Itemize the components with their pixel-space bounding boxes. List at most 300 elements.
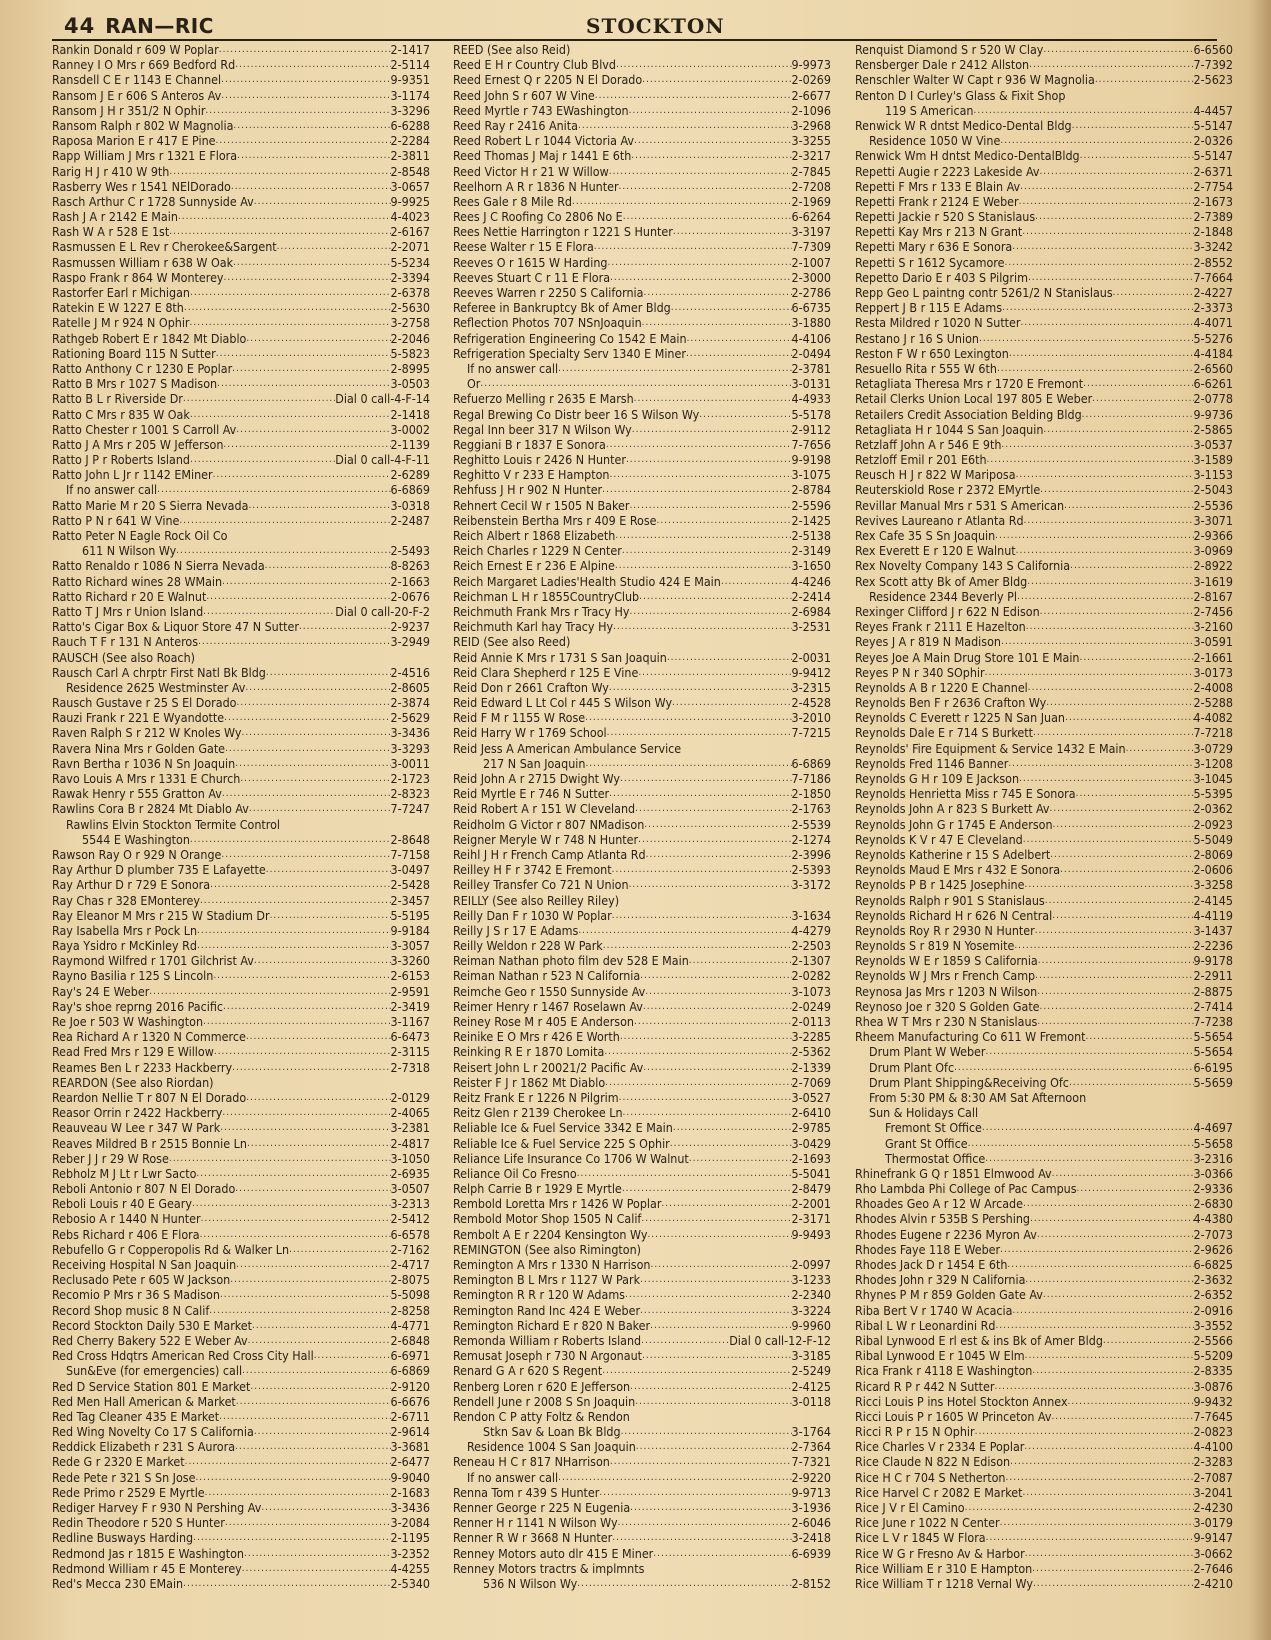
listing-entry xyxy=(52,270,430,285)
phone-number: 3-3258 xyxy=(1193,877,1233,893)
listing-entry xyxy=(453,1257,831,1272)
listing-name: Ricci Louis P r 1605 W Princeton Av xyxy=(855,1408,1052,1424)
phone-number: 2-9220 xyxy=(791,1469,831,1485)
phone-number: 2-5362 xyxy=(791,1044,831,1060)
phone-number: 2-4717 xyxy=(390,1257,430,1272)
listing-name: Redmond Jas r 1815 E Washington xyxy=(52,1545,244,1561)
phone-number: 2-5536 xyxy=(1193,497,1233,513)
phone-number: 2-2001 xyxy=(791,1196,831,1212)
listing-entry xyxy=(855,1485,1233,1500)
listing-name: Reynolds Ben F r 2636 Crafton Wy xyxy=(855,695,1047,711)
leader-dots xyxy=(223,437,390,452)
listing-name: Reiney Rose M r 405 E Anderson xyxy=(453,1014,634,1029)
listing-entry xyxy=(52,695,430,710)
listing-entry xyxy=(855,1166,1233,1181)
leader-dots xyxy=(1025,1546,1194,1561)
listing-entry xyxy=(453,528,831,543)
listing-entry xyxy=(52,1439,430,1454)
listing-entry xyxy=(453,133,831,148)
phone-number: 2-8784 xyxy=(791,482,831,498)
listing-entry xyxy=(52,543,430,558)
leader-dots xyxy=(1025,1348,1194,1363)
phone-number: 3-3242 xyxy=(1193,239,1233,255)
phone-number: 3-0729 xyxy=(1193,740,1233,756)
phone-number: 2-7069 xyxy=(791,1074,831,1090)
leader-dots xyxy=(210,877,390,892)
listing-entry xyxy=(855,999,1233,1014)
phone-number: 2-4065 xyxy=(390,1105,430,1121)
listing-entry xyxy=(453,331,831,346)
phone-number: 3-0537 xyxy=(1193,436,1233,452)
leader-dots xyxy=(640,968,791,983)
phone-number: 2-6046 xyxy=(791,1515,831,1531)
leader-dots xyxy=(558,361,791,376)
leader-dots xyxy=(1051,1409,1193,1424)
listing-entry xyxy=(453,741,831,756)
page-edge-shadow xyxy=(1249,0,1271,1640)
leader-dots xyxy=(240,771,390,786)
listing-name: Red D Service Station 801 E Market xyxy=(52,1378,251,1394)
phone-number: 2-3419 xyxy=(390,998,430,1014)
listing-entry xyxy=(52,1470,430,1485)
leader-dots xyxy=(606,437,792,452)
listing-entry xyxy=(52,832,430,847)
listing-entry xyxy=(52,391,430,406)
leader-dots xyxy=(635,1394,791,1409)
listing-entry xyxy=(52,1348,430,1363)
listing-name: Ransom J H r 351/2 N Ophir xyxy=(52,102,206,118)
listing-entry xyxy=(453,164,831,179)
listing-entry xyxy=(855,300,1233,315)
leader-dots xyxy=(640,1303,791,1318)
listing-entry xyxy=(855,1500,1233,1515)
phone-number: 2-3996 xyxy=(791,846,831,862)
phone-number: 3-3197 xyxy=(791,224,831,240)
listing-name: Reynolds John A r 823 S Burkett Av xyxy=(855,801,1050,817)
listing-entry xyxy=(453,604,831,619)
phone-number: 3-2010 xyxy=(791,710,831,726)
listing-name: Reghitto Louis r 2426 N Hunter xyxy=(453,452,626,468)
listing-name: Remington R R r 120 W Adams xyxy=(453,1287,625,1303)
listing-entry xyxy=(855,103,1233,118)
listing-entry xyxy=(453,756,831,771)
listing-name: Rendon C P atty Foltz & Rendon xyxy=(453,1408,630,1424)
phone-number: 6-6869 xyxy=(791,755,831,771)
listing-entry xyxy=(453,1181,831,1196)
phone-number: 2-1969 xyxy=(791,193,831,209)
listing-entry xyxy=(855,984,1233,999)
listing-name: Ratto C Mrs r 835 W Oak xyxy=(52,406,190,422)
phone-number: 2-5596 xyxy=(791,497,831,513)
leader-dots xyxy=(235,756,390,771)
phone-number: 2-3811 xyxy=(390,148,430,164)
listing-entry xyxy=(453,817,831,832)
guide-words: RAN—RIC xyxy=(105,14,214,38)
listing-name: Reichmuth Frank Mrs r Tracy Hy xyxy=(453,603,630,619)
listing-entry xyxy=(453,953,831,968)
phone-number: 3-2316 xyxy=(1193,1150,1233,1166)
listing-entry xyxy=(453,1120,831,1135)
listing-entry xyxy=(52,1287,430,1302)
phone-number: 4-4771 xyxy=(390,1317,430,1333)
listing-name: Read Fred Mrs r 129 E Willow xyxy=(52,1044,214,1060)
phone-number: 2-6984 xyxy=(791,603,831,619)
listing-name: Reich Margaret Ladies'Health Studio 424 E Main xyxy=(453,573,721,589)
leader-dots xyxy=(619,893,831,908)
leader-dots xyxy=(1016,543,1194,558)
leader-dots xyxy=(642,1348,792,1363)
listing-entry xyxy=(855,164,1233,179)
leader-dots xyxy=(699,407,791,422)
phone-number: 9-9925 xyxy=(390,193,430,209)
listing-entry xyxy=(453,194,831,209)
phone-number: 4-4255 xyxy=(390,1560,430,1576)
listing-name: Reed E H r Country Club Blvd xyxy=(453,57,616,73)
phone-number: 2-6830 xyxy=(1193,1196,1233,1212)
listing-name: Relph Carrie B r 1929 E Myrtle xyxy=(453,1181,622,1197)
listing-entry xyxy=(855,1424,1233,1439)
listing-entry xyxy=(453,893,831,908)
leader-dots xyxy=(203,604,335,619)
phone-number: Dial 0 call-4-F-14 xyxy=(335,391,430,407)
leader-dots xyxy=(1024,513,1194,528)
listing-entry xyxy=(453,877,831,892)
leader-dots xyxy=(1065,88,1233,103)
listing-entry xyxy=(52,1318,430,1333)
listing-entry xyxy=(855,361,1233,376)
phone-number: 2-5249 xyxy=(791,1363,831,1379)
listing-entry xyxy=(453,1515,831,1530)
listing-entry xyxy=(855,1287,1233,1302)
listing-entry xyxy=(52,756,430,771)
listing-entry xyxy=(52,148,430,163)
listing-name: Rhoades Geo A r 12 W Arcade xyxy=(855,1196,1023,1212)
listing-entry xyxy=(453,999,831,1014)
leader-dots xyxy=(254,953,391,968)
listing-entry xyxy=(855,862,1233,877)
listing-name: Rausch Gustave r 25 S El Dorado xyxy=(52,695,237,711)
listing-name: If no answer call xyxy=(66,482,158,498)
phone-number: 5-5823 xyxy=(390,345,430,361)
phone-number: 2-0823 xyxy=(1193,1424,1233,1440)
listing-name: Raven Ralph S r 212 W Knoles Wy xyxy=(52,725,242,741)
listing-name: Ribal L W r Leonardini Rd xyxy=(855,1317,996,1333)
leader-dots xyxy=(244,1546,391,1561)
leader-dots xyxy=(1024,877,1193,892)
leader-dots xyxy=(209,1303,390,1318)
phone-number: 2-7208 xyxy=(791,178,831,194)
leader-dots xyxy=(232,361,390,376)
listing-entry xyxy=(453,1576,831,1591)
phone-number: Dial 0 call-12-F-12 xyxy=(729,1332,831,1348)
listing-entry xyxy=(453,558,831,573)
leader-dots xyxy=(641,1242,831,1257)
leader-dots xyxy=(609,467,791,482)
listing-entry xyxy=(52,1227,430,1242)
listing-entry xyxy=(52,1546,430,1561)
phone-number: 2-7087 xyxy=(1193,1469,1233,1485)
phone-number: 3-2381 xyxy=(390,1120,430,1136)
listing-name: Ratto B Mrs r 1027 S Madison xyxy=(52,376,218,392)
listing-name: Rapp William J Mrs r 1321 E Flora xyxy=(52,148,238,164)
listing-entry xyxy=(855,665,1233,680)
phone-number: 2-5393 xyxy=(791,862,831,878)
listing-entry xyxy=(855,346,1233,361)
listing-name: 611 N Wilson Wy xyxy=(82,543,177,559)
leader-dots xyxy=(1000,133,1193,148)
leader-dots xyxy=(1017,589,1194,604)
listing-entry xyxy=(52,1044,430,1059)
leader-dots xyxy=(634,391,792,406)
listing-name: Refrigeration Specialty Serv 1340 E Miner xyxy=(453,345,686,361)
listing-entry xyxy=(453,1485,831,1500)
leader-dots xyxy=(242,1561,391,1576)
listing-name: Renwick Wm H dntst Medico-DentalBldg xyxy=(855,148,1080,164)
listing-name: Reeves Warren r 2250 S California xyxy=(453,285,644,300)
leader-dots xyxy=(184,300,391,315)
listing-name: Reynolds Roy R r 2930 N Hunter xyxy=(855,922,1035,938)
phone-number: 3-0876 xyxy=(1193,1378,1233,1394)
listing-name: Reed Robert L r 1044 Victoria Av xyxy=(453,133,635,149)
listing-entry xyxy=(52,953,430,968)
listing-entry xyxy=(453,771,831,786)
leader-dots xyxy=(193,1530,390,1545)
listing-entry xyxy=(453,179,831,194)
listing-name: Ribal Lynwood E r 1045 W Elm xyxy=(855,1348,1025,1364)
listing-name: Reyes Joe A Main Drug Store 101 E Main xyxy=(855,649,1080,665)
phone-number: 2-6848 xyxy=(390,1332,430,1348)
listing-entry xyxy=(855,695,1233,710)
listing-name: Refrigeration Engineering Co 1542 E Main xyxy=(453,330,687,346)
listing-entry xyxy=(855,893,1233,908)
phone-number: 4-4279 xyxy=(791,922,831,938)
listing-entry xyxy=(855,1120,1233,1135)
listing-name: Reid Clara Shepherd r 125 E Vine xyxy=(453,664,639,680)
leader-dots xyxy=(1065,710,1194,725)
listing-entry xyxy=(855,1211,1233,1226)
leader-dots xyxy=(629,103,792,118)
listing-name: Ricci R P r 15 N Ophir xyxy=(855,1424,975,1440)
leader-dots xyxy=(657,513,792,528)
leader-dots xyxy=(634,133,791,148)
listing-entry xyxy=(453,984,831,999)
leader-dots xyxy=(612,908,792,923)
phone-number: 2-3457 xyxy=(390,892,430,908)
leader-dots xyxy=(1010,1454,1193,1469)
leader-dots xyxy=(986,1530,1194,1545)
phone-number: 2-9785 xyxy=(791,1120,831,1136)
leader-dots xyxy=(642,72,791,87)
phone-number: 2-3171 xyxy=(791,1211,831,1227)
phone-number: 2-1723 xyxy=(390,771,430,786)
listing-name: Rastorfer Earl r Michigan xyxy=(52,285,190,300)
phone-number: 2-3373 xyxy=(1193,300,1233,316)
leader-dots xyxy=(612,1530,791,1545)
phone-number: 2-8167 xyxy=(1193,588,1233,604)
listing-name: Ray's 24 E Weber xyxy=(52,983,150,999)
listing-name: Red Cross Hdqtrs American Red Cross City Hall xyxy=(52,1348,314,1364)
listing-entry xyxy=(855,877,1233,892)
listing-name: Reilly Weldon r 228 W Park xyxy=(453,938,603,954)
listing-entry xyxy=(52,725,430,740)
listing-name: Reynolds Fred 1146 Banner xyxy=(855,755,1009,771)
leader-dots xyxy=(254,1424,391,1439)
listing-entry xyxy=(855,1561,1233,1576)
listing-entry xyxy=(855,923,1233,938)
listing-name: Reichman L H r 1855CountryClub xyxy=(453,588,640,604)
phone-number: 3-2352 xyxy=(390,1545,430,1561)
leader-dots xyxy=(635,801,791,816)
leader-dots xyxy=(190,315,391,330)
listing-entry xyxy=(855,1409,1233,1424)
phone-number: 2-1417 xyxy=(390,42,430,57)
leader-dots xyxy=(619,1090,792,1105)
leader-dots xyxy=(1064,498,1193,513)
leader-dots xyxy=(643,285,791,300)
leader-dots xyxy=(277,239,391,254)
listing-name: Reynolds Richard H r 626 N Central xyxy=(855,907,1053,923)
listing-name: Redline Busways Harding xyxy=(52,1530,194,1546)
listing-entry xyxy=(52,1485,430,1500)
leader-dots xyxy=(644,817,791,832)
listing-name: Reliable Ice & Fuel Service 225 S Ophir xyxy=(453,1135,670,1151)
phone-number: 5-5234 xyxy=(390,254,430,270)
leader-dots xyxy=(1023,832,1194,847)
listing-entry xyxy=(855,1439,1233,1454)
listing-entry xyxy=(855,1014,1233,1029)
phone-number: 3-0497 xyxy=(390,862,430,878)
listing-entry xyxy=(855,1546,1233,1561)
leader-dots xyxy=(249,801,391,816)
listing-entry xyxy=(855,604,1233,619)
leader-dots xyxy=(1032,1363,1193,1378)
listing-entry xyxy=(855,1105,1233,1120)
listing-entry xyxy=(855,179,1233,194)
phone-number: 2-4528 xyxy=(791,695,831,711)
listing-name: Ransom Ralph r 802 W Magnolia xyxy=(52,117,234,133)
phone-number: 2-1425 xyxy=(791,512,831,528)
listing-name: Rhea W T Mrs r 230 N Stanislaus xyxy=(855,1014,1038,1029)
listing-entry xyxy=(855,543,1233,558)
listing-name: Rehfuss J H r 902 N Hunter xyxy=(453,482,603,498)
listing-entry xyxy=(855,528,1233,543)
phone-number: 2-3781 xyxy=(791,360,831,376)
listing-entry xyxy=(453,1014,831,1029)
listing-name: Drum Plant W Weber xyxy=(869,1044,986,1060)
listing-entry xyxy=(453,619,831,634)
listing-name: Rembold Loretta Mrs r 1426 W Poplar xyxy=(453,1196,662,1212)
listing-entry xyxy=(52,239,430,254)
listing-name: Ransom J E r 606 S Anteros Av xyxy=(52,87,222,103)
phone-number: 4-4933 xyxy=(791,391,831,407)
listing-entry xyxy=(52,1394,430,1409)
listing-name: Remington A Mrs r 1330 N Harrison xyxy=(453,1257,651,1272)
listing-entry xyxy=(855,650,1233,665)
phone-number: 9-9736 xyxy=(1193,406,1233,422)
listing-name: Rees Gale r 8 Mile Rd xyxy=(453,193,573,209)
leader-dots xyxy=(671,300,792,315)
listing-name: Rawlins Cora B r 2824 Mt Diablo Av xyxy=(52,801,249,817)
leader-dots xyxy=(572,194,792,209)
listing-entry xyxy=(453,1454,831,1469)
leader-dots xyxy=(217,376,390,391)
listing-name: REID (See also Reed) xyxy=(453,634,571,650)
leader-dots xyxy=(1068,1394,1194,1409)
listing-name: RAUSCH (See also Roach) xyxy=(52,649,195,665)
listing-name: Reitz Glen r 2139 Cherokee Ln xyxy=(453,1105,623,1121)
listing-name: Reiman Nathan photo film dev 528 E Main xyxy=(453,953,689,969)
listing-entry xyxy=(52,650,430,665)
listing-name: Reed John S r 607 W Vine xyxy=(453,87,595,103)
listing-name: Rica Frank r 4118 E Washington xyxy=(855,1363,1033,1379)
listing-entry xyxy=(855,270,1233,285)
listing-entry xyxy=(855,801,1233,816)
listing-name: Ratto Anthony C r 1230 E Poplar xyxy=(52,360,233,376)
leader-dots xyxy=(1040,999,1194,1014)
phone-number: 7-7247 xyxy=(390,801,430,817)
listing-name: Rehnert Cecil W r 1505 N Baker xyxy=(453,497,630,513)
listing-entry xyxy=(453,376,831,391)
listing-entry xyxy=(52,1090,430,1105)
phone-number: 3-1437 xyxy=(1193,922,1233,938)
listing-entry xyxy=(855,558,1233,573)
listing-entry xyxy=(453,862,831,877)
leader-dots xyxy=(266,665,391,680)
leader-dots xyxy=(626,452,792,467)
listing-entry xyxy=(855,1379,1233,1394)
phone-number: 2-4125 xyxy=(791,1378,831,1394)
listing-name: Rasmussen William r 638 W Oak xyxy=(52,254,234,270)
phone-number: 2-0269 xyxy=(791,72,831,88)
leader-dots xyxy=(620,771,792,786)
listing-name: Ratto's Cigar Box & Liquor Store 47 N Sutter xyxy=(52,619,299,635)
listing-name: Residence 1004 S San Joaquin xyxy=(467,1439,636,1455)
listing-name: Reisert John L r 20021/2 Pacific Av xyxy=(453,1059,644,1075)
listing-entry xyxy=(453,725,831,740)
listing-name: Repetti S r 1612 Sycamore xyxy=(855,254,1005,270)
leader-dots xyxy=(604,1044,791,1059)
listing-name: Reed Thomas J Maj r 1441 E 6th xyxy=(453,148,632,164)
phone-number: 3-2315 xyxy=(791,679,831,695)
leader-dots xyxy=(1053,817,1194,832)
phone-number: 3-2160 xyxy=(1193,619,1233,635)
listing-name: Reboli Antonio r 807 N El Dorado xyxy=(52,1181,236,1197)
page-number: 44 RAN—RIC xyxy=(64,14,214,38)
listing-name: Regal Brewing Co Distr beer 16 S Wilson Wy xyxy=(453,406,700,422)
phone-number: 2-1418 xyxy=(390,406,430,422)
phone-number: 3-1167 xyxy=(390,1014,430,1029)
phone-number: 3-0657 xyxy=(390,178,430,194)
leader-dots xyxy=(1030,1211,1194,1226)
phone-number: 6-6578 xyxy=(390,1226,430,1242)
leader-dots xyxy=(621,1424,792,1439)
listing-entry xyxy=(855,680,1233,695)
leader-dots xyxy=(613,619,791,634)
listing-name: Ratto Renaldo r 1086 N Sierra Nevada xyxy=(52,558,265,574)
listing-entry xyxy=(453,1029,831,1044)
listing-name: Grant St Office xyxy=(885,1135,968,1151)
phone-number: 2-8995 xyxy=(390,360,430,376)
listing-entry xyxy=(52,452,430,467)
listing-name: Rayno Basilia r 125 S Lincoln xyxy=(52,968,214,984)
phone-number: 4-4100 xyxy=(1193,1439,1233,1455)
listing-name: Reynolds' Fire Equipment & Service 1432 E Main xyxy=(855,740,1126,756)
listing-entry xyxy=(52,1561,430,1576)
leader-dots xyxy=(480,376,791,391)
listing-name: Reynolds S r 819 N Yosemite xyxy=(855,938,1015,954)
listing-name: Refuerzo Melling r 2635 E Marsh xyxy=(453,391,634,407)
listing-name: Repetti Frank r 2124 E Weber xyxy=(855,193,1019,209)
